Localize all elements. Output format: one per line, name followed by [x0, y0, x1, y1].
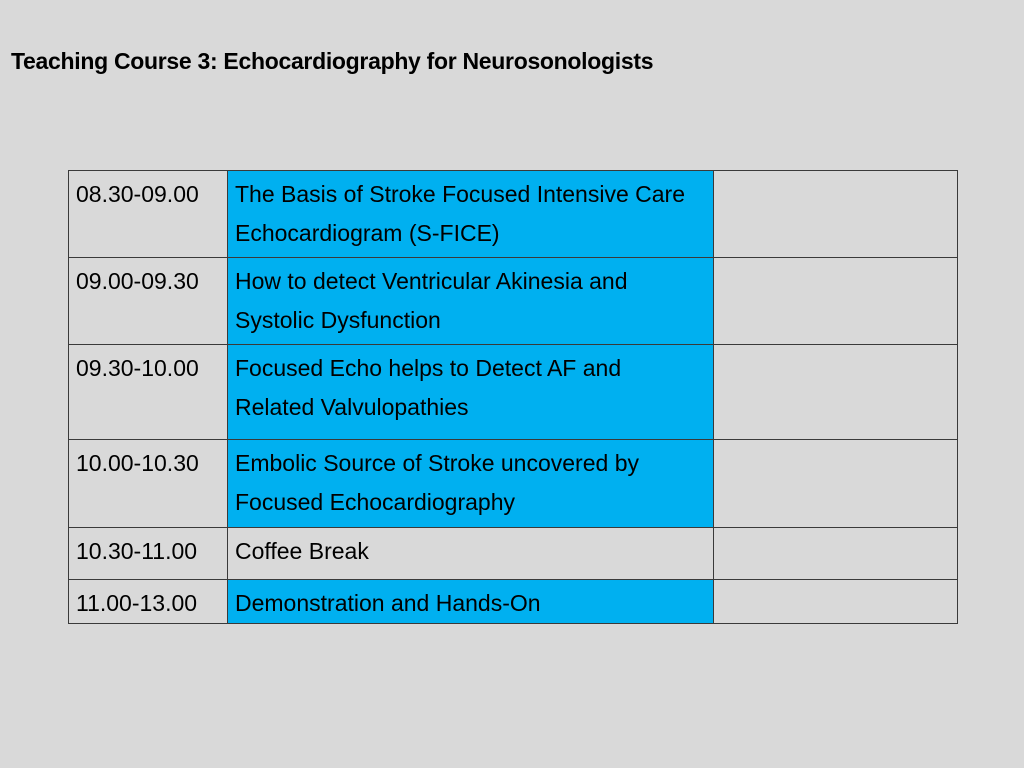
table-row: [69, 580, 958, 624]
topic-cell: Coffee Break: [228, 528, 714, 580]
empty-cell: [714, 440, 958, 528]
table-row: [69, 440, 958, 528]
time-cell: 10.00-10.30: [69, 440, 228, 528]
table-row: [69, 258, 958, 345]
empty-cell: [714, 580, 958, 624]
table-row: [69, 171, 958, 258]
time-cell: 09.00-09.30: [69, 258, 228, 345]
topic-cell: The Basis of Stroke Focused Intensive Care Echocardiogram (S-FICE): [228, 171, 714, 258]
time-cell: 08.30-09.00: [69, 171, 228, 258]
topic-cell: How to detect Ventricular Akinesia and Systolic Dysfunction: [228, 258, 714, 345]
empty-cell: [714, 171, 958, 258]
empty-cell: [714, 528, 958, 580]
topic-cell: Focused Echo helps to Detect AF and Related Valvulopathies: [228, 345, 714, 440]
topic-cell: Demonstration and Hands-On: [228, 580, 714, 624]
slide-title: Teaching Course 3: Echocardiography for Neurosonologists: [11, 48, 654, 74]
topic-cell: Embolic Source of Stroke uncovered by Focused Echocardiography: [228, 440, 714, 528]
table-row: [69, 345, 958, 440]
table-row: [69, 528, 958, 580]
schedule-table: [68, 170, 958, 624]
empty-cell: [714, 345, 958, 440]
empty-cell: [714, 258, 958, 345]
time-cell: 11.00-13.00: [69, 580, 228, 624]
time-cell: 10.30-11.00: [69, 528, 228, 580]
time-cell: 09.30-10.00: [69, 345, 228, 440]
